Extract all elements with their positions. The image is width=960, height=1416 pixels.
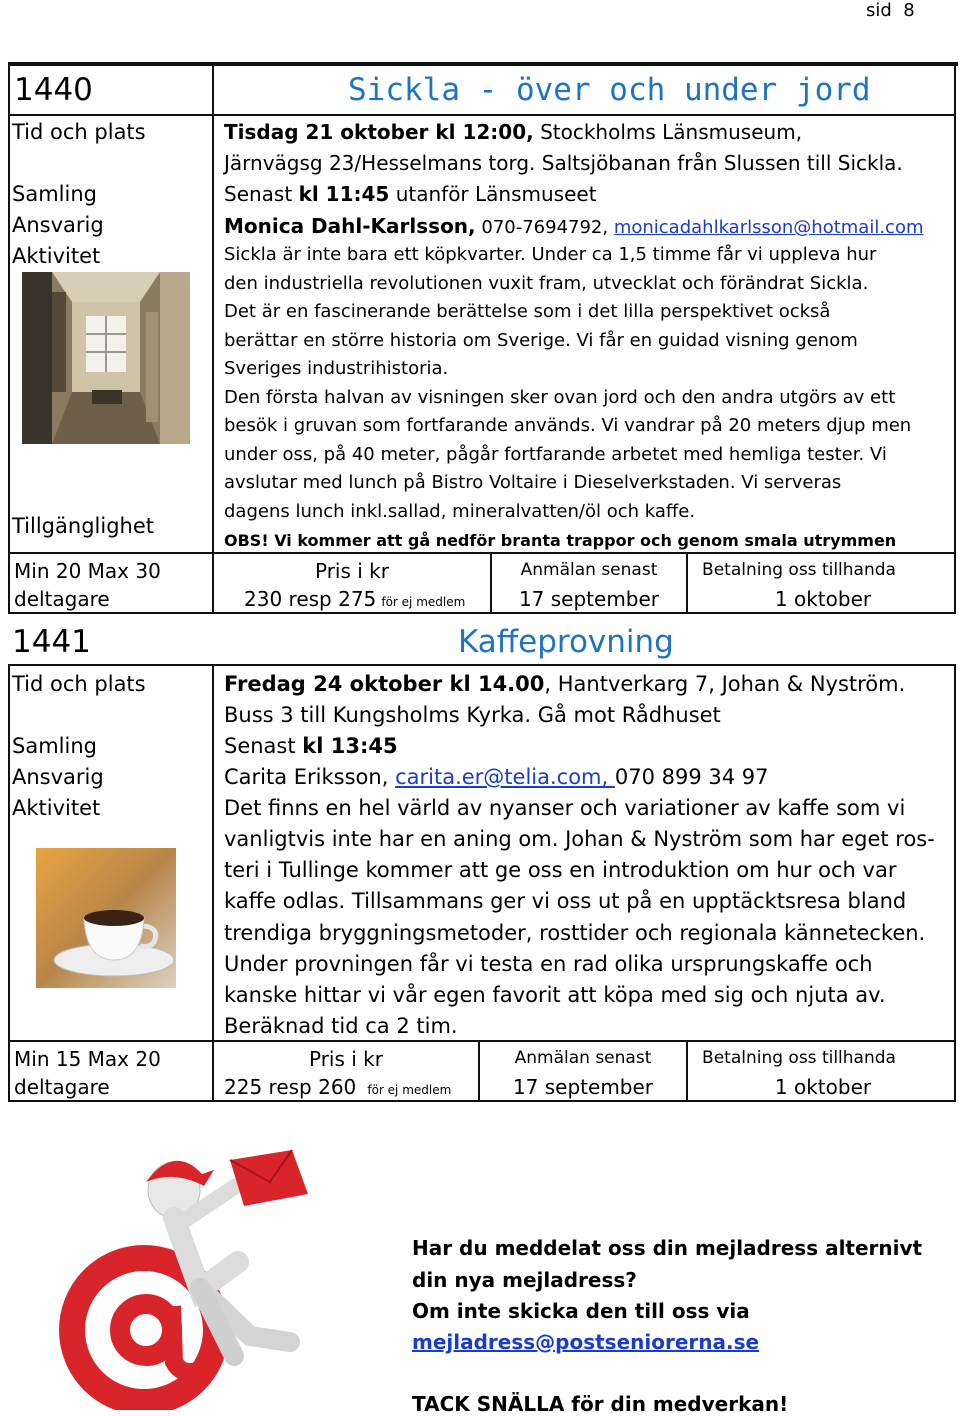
coffee-cup-photo (36, 848, 176, 988)
event2-payment-cell (686, 1040, 956, 1102)
event1-responsible-name: Monica Dahl-Karlsson, (224, 214, 476, 238)
event2-label-gathering: Samling (12, 734, 97, 758)
event1-activity-line: den industriella revolutionen vuxit fram, utvecklat och förändrat Sickla. (224, 273, 869, 294)
event1-payment-date: 1 oktober (774, 587, 872, 611)
event1-activity-line: dagens lunch inkl.sallad, mineralvatten/öl och kaffe. (224, 501, 696, 522)
event2-email-link[interactable]: carita.er@telia.com, (395, 765, 615, 789)
event1-responsible-phone: 070-7694792, (475, 217, 614, 238)
event2-responsible (224, 765, 769, 789)
event2-time-bold: Fredag 24 oktober kl 14.00 (224, 672, 545, 696)
event2-label-responsible: Ansvarig (12, 765, 104, 789)
event1-email-link[interactable]: monicadahlkarlsson@hotmail.com (613, 217, 924, 238)
event1-price-label: Pris i kr (315, 559, 389, 583)
event2-activity-line: Det finns en hel värld av nyanser och variationer av kaffe som vi (224, 796, 906, 820)
event2-price-note: för ej medlem (367, 1083, 452, 1097)
event2-activity-line: Under provningen får vi testa en rad olika ursprungskaffe och (224, 952, 873, 976)
event1-activity-line: Det är en fascinerande berättelse som i det lilla perspektivet också (224, 301, 831, 322)
event1-label-responsible: Ansvarig (12, 213, 104, 237)
event1-signup-cell (490, 552, 688, 614)
event2-payment-date: 1 oktober (774, 1075, 872, 1099)
event2-time (224, 672, 905, 696)
event2-directions: Buss 3 till Kungsholms Kyrka. Gå mot Rådhuset (224, 703, 721, 727)
event1-label-time: Tid och plats (12, 120, 146, 144)
event1-time (224, 120, 802, 144)
event2-title: Kaffeprovning (458, 624, 674, 660)
event2-signup-label: Anmälan senast (514, 1048, 652, 1068)
event2-payment-label: Betalning oss tillhanda (702, 1048, 896, 1068)
event1-accessibility-note: OBS! Vi kommer att gå nedför branta trappor och genom smala utrymmen (224, 531, 897, 550)
event1-title: Sickla - över och under jord (348, 72, 871, 108)
event2-signup-date: 17 september (512, 1075, 654, 1099)
footer-email-link[interactable]: mejladress@postseniorerna.se (412, 1330, 760, 1354)
event2-participants-unit: deltagare (14, 1075, 110, 1099)
event1-gathering-time: kl 11:45 (298, 182, 390, 206)
event1-title-cell (212, 64, 956, 116)
event2-gathering-time: kl 13:45 (302, 734, 398, 758)
footer-thanks: TACK SNÄLLA för din medverkan! (412, 1392, 789, 1416)
museum-photo (22, 272, 190, 444)
event2-price (224, 1075, 451, 1099)
event1-label-accessibility: Tillgänglighet (12, 514, 154, 538)
event1-activity-line: Sickla är inte bara ett köpkvarter. Under ca 1,5 timme får vi uppleva hur (224, 244, 877, 265)
event1-price-note: för ej medlem (381, 595, 466, 609)
page-number: sid 8 (866, 0, 915, 21)
event1-activity-line: avslutar med lunch på Bistro Voltaire i Dieselverkstaden. Vi serveras (224, 472, 842, 493)
event1-price (244, 587, 465, 611)
event1-participants-unit: deltagare (14, 587, 110, 611)
event2-gathering-pre: Senast (224, 734, 303, 758)
event1-gathering-pre: Senast (224, 182, 299, 206)
event2-price-cell (212, 1040, 480, 1102)
event2-responsible-name: Carita Eriksson, (224, 765, 396, 789)
footer-line-2: din nya mejladress? (412, 1268, 637, 1292)
event1-address: Järnvägsg 23/Hesselmans torg. Saltsjöbanan från Slussen till Sickla. (224, 151, 903, 175)
event1-participants-cell (8, 552, 214, 614)
event2-activity-line: kaffe odlas. Tillsammans ger vi oss ut på en upptäcktsresa bland (224, 889, 907, 913)
event1-payment-cell (686, 552, 956, 614)
event2-responsible-phone: 070 899 34 97 (614, 765, 769, 789)
event1-payment-label: Betalning oss tillhanda (702, 560, 896, 580)
footer-line-1: Har du meddelat oss din mejladress alternivt (412, 1236, 923, 1260)
event1-activity-line: berättar en större historia om Sverige. Vi får en guidad visning genom (224, 330, 858, 351)
event1-activity-line: Sveriges industrihistoria. (224, 358, 449, 379)
event1-responsible (224, 214, 924, 238)
event2-price-label: Pris i kr (309, 1047, 383, 1071)
event2-activity-line: vanligtvis inte har en aning om. Johan & Nyström som har eget ros- (224, 827, 935, 851)
event1-signup-label: Anmälan senast (520, 560, 658, 580)
event1-label-activity: Aktivitet (12, 244, 101, 268)
event2-time-rest: , Hantverkarg 7, Johan & Nyström. (544, 672, 906, 696)
event1-price-cell (212, 552, 492, 614)
event1-label-gathering: Samling (12, 182, 97, 206)
event2-activity-line: teri i Tullinge kommer att ge oss en introduktion om hur och var (224, 858, 897, 882)
event2-number: 1441 (12, 624, 91, 660)
event1-participants-range: Min 20 Max 30 (14, 559, 161, 583)
event2-activity-line: trendiga bryggningsmetoder, rosttider och regionala kännetecken. (224, 921, 926, 945)
event1-activity-line: Den första halvan av visningen sker ovan jord och den andra utgörs av ett (224, 387, 896, 408)
event1-number-cell (8, 64, 214, 116)
event2-participants-range: Min 15 Max 20 (14, 1047, 161, 1071)
event1-price-value: 230 resp 275 (244, 587, 377, 611)
event1-gathering-post: utanför Länsmuseet (389, 182, 597, 206)
event2-activity-line: kanske hittar vi vår egen favorit att köpa med sig och njuta av. (224, 983, 886, 1007)
event1-signup-date: 17 september (518, 587, 660, 611)
event2-price-value: 225 resp 260 (224, 1075, 357, 1099)
event1-number: 1440 (14, 72, 93, 108)
event2-signup-cell (478, 1040, 688, 1102)
event1-activity-line: besök i gruvan som fortfarande används. Vi vandrar på 20 meters djup men (224, 415, 912, 436)
event1-time-bold: Tisdag 21 oktober kl 12:00, (224, 120, 534, 144)
footer-line-3: Om inte skicka den till oss via (412, 1299, 750, 1323)
event1-gathering (224, 182, 597, 206)
mail-mascot-illustration (24, 1130, 374, 1410)
event2-label-time: Tid och plats (12, 672, 146, 696)
event1-activity-line: under oss, på 40 meter, pågår fortfarande arbetet med hemliga tester. Vi (224, 444, 887, 465)
event2-label-activity: Aktivitet (12, 796, 101, 820)
event2-gathering (224, 734, 398, 758)
event1-time-rest: Stockholms Länsmuseum, (533, 120, 803, 144)
event2-participants-cell (8, 1040, 214, 1102)
event2-activity-line: Beräknad tid ca 2 tim. (224, 1014, 458, 1038)
